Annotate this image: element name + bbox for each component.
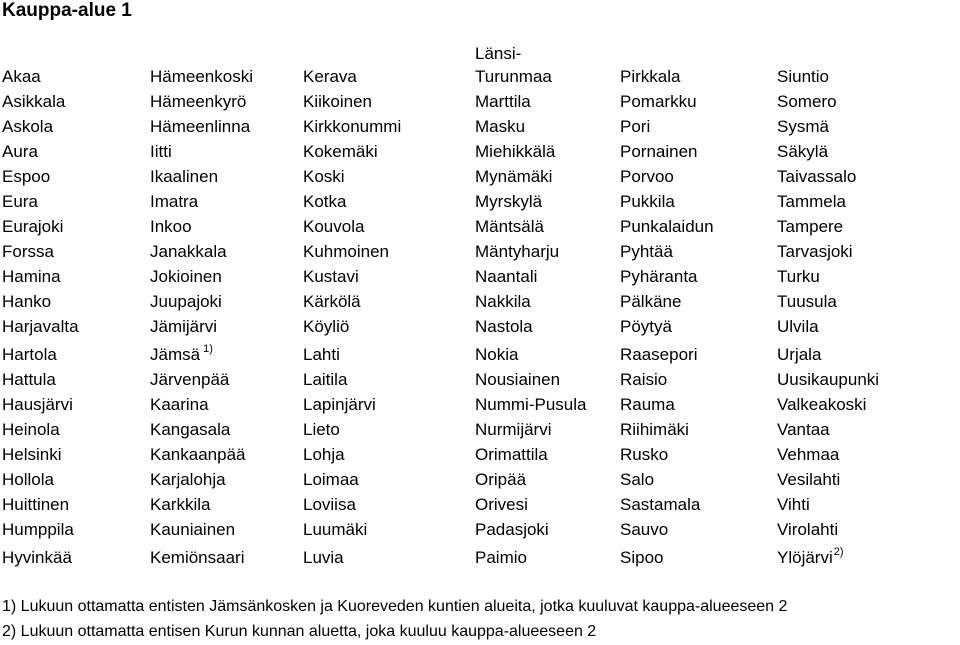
municipality-cell: [150, 167, 218, 187]
municipality-cell: [620, 445, 668, 465]
municipality-name: Jämijärvi: [150, 317, 218, 336]
municipality-cell: [2, 370, 56, 390]
municipality-cell: [777, 317, 819, 337]
municipality-name: Kouvola: [303, 217, 365, 236]
municipality-cell: [303, 370, 347, 390]
municipality-cell: [303, 317, 349, 337]
municipality-name: Pöytyä: [620, 317, 672, 336]
municipality-name: Masku: [475, 117, 526, 136]
municipality-cell: [777, 292, 837, 312]
municipality-cell: [2, 242, 54, 262]
municipality-name: Vesilahti: [777, 470, 841, 489]
municipality-cell: [150, 370, 229, 390]
municipality-name: Turku: [777, 267, 820, 286]
municipality-name: Tuusula: [777, 292, 837, 311]
municipality-name: Helsinki: [2, 445, 62, 464]
municipality-cell: [2, 217, 63, 237]
municipality-cell: [303, 470, 359, 490]
municipality-cell: [620, 395, 675, 415]
municipality-name: Naantali: [475, 267, 538, 286]
municipality-name: Ylöjärvi: [777, 548, 833, 567]
municipality-cell: [150, 520, 235, 540]
municipality-name: Oripää: [475, 470, 527, 489]
municipality-name: Karkkila: [150, 495, 211, 514]
municipality-name: Tarvasjoki: [777, 242, 853, 261]
municipality-cell: [150, 267, 222, 287]
municipality-cell: [303, 345, 340, 365]
municipality-name: Pukkila: [620, 192, 675, 211]
municipality-cell: [475, 217, 544, 237]
municipality-name: Mäntyharju: [475, 242, 560, 261]
municipality-cell: [2, 470, 54, 490]
municipality-cell: [150, 142, 172, 162]
municipality-cell: [475, 142, 555, 162]
municipality-name: Paimio: [475, 548, 527, 567]
municipality-cell: [303, 495, 356, 515]
municipality-name: Padasjoki: [475, 520, 549, 539]
municipality-name: Kangasala: [150, 420, 231, 439]
municipality-name: Jokioinen: [150, 267, 222, 286]
municipality-cell: [303, 142, 378, 162]
municipality-cell: [777, 548, 844, 570]
municipality-name: Eura: [2, 192, 38, 211]
municipality-cell: [303, 217, 364, 237]
municipality-cell: [475, 420, 552, 440]
municipality-cell: [150, 395, 209, 415]
municipality-name: Kiikoinen: [303, 92, 372, 111]
municipality-cell: [620, 548, 663, 568]
footnote-marker: 2): [833, 546, 844, 558]
municipality-cell: [620, 242, 673, 262]
municipality-cell: [303, 520, 367, 540]
municipality-name: Kemiönsaari: [150, 548, 245, 567]
municipality-cell: [620, 495, 700, 515]
municipality-cell: [150, 67, 253, 87]
municipality-cell: [150, 495, 210, 515]
municipality-name: Mäntsälä: [475, 217, 544, 236]
municipality-cell: [620, 117, 650, 137]
municipality-name: Lieto: [303, 420, 340, 439]
municipality-cell: [303, 445, 345, 465]
municipality-cell: [150, 92, 246, 112]
municipality-cell: [150, 292, 222, 312]
municipality-name: Akaa: [2, 67, 41, 86]
municipality-cell: [2, 92, 65, 112]
municipality-name: Asikkala: [2, 92, 66, 111]
municipality-cell: [777, 520, 838, 540]
municipality-name: Kerava: [303, 67, 357, 86]
municipality-cell: [777, 242, 853, 262]
municipality-cell: [303, 92, 372, 112]
municipality-name: Hattula: [2, 370, 56, 389]
municipality-name: Askola: [2, 117, 54, 136]
municipality-cell: [2, 292, 51, 312]
municipality-name: Espoo: [2, 167, 51, 186]
municipality-cell: [777, 395, 866, 415]
municipality-name: Siuntio: [777, 67, 829, 86]
municipality-name: Rauma: [620, 395, 675, 414]
municipality-name: Kokemäki: [303, 142, 378, 161]
municipality-cell: [2, 548, 72, 568]
municipality-name: Tammela: [777, 192, 846, 211]
municipality-cell: [777, 267, 820, 287]
municipality-cell: [620, 192, 675, 212]
municipality-cell: [620, 317, 672, 337]
municipality-cell: [777, 217, 843, 237]
municipality-cell: [620, 267, 698, 287]
municipality-cell: [777, 370, 879, 390]
municipality-cell: [303, 167, 345, 187]
municipality-cell: [620, 217, 714, 237]
municipality-name: Kauniainen: [150, 520, 236, 539]
municipality-name: Juupajoki: [150, 292, 222, 311]
municipality-cell: [777, 345, 821, 365]
municipality-name: Kustavi: [303, 267, 359, 286]
municipality-name: Punkalaidun: [620, 217, 714, 236]
municipality-name: Loviisa: [303, 495, 356, 514]
municipality-cell: [303, 267, 359, 287]
page-title: Kauppa-alue 1: [2, 0, 132, 21]
municipality-cell: [475, 317, 533, 337]
municipality-name: Laitila: [303, 370, 348, 389]
municipality-name: Vihti: [777, 495, 810, 514]
municipality-name: Nurmijärvi: [475, 420, 552, 439]
municipality-name: Humppila: [2, 520, 74, 539]
municipality-cell: [303, 292, 361, 312]
municipality-name: Vantaa: [777, 420, 830, 439]
municipality-name: Hamina: [2, 267, 61, 286]
municipality-name: Kärkölä: [303, 292, 361, 311]
municipality-name: Imatra: [150, 192, 199, 211]
municipality-name: Forssa: [2, 242, 54, 261]
municipality-name: Tampere: [777, 217, 844, 236]
municipality-name: Nummi-Pusula: [475, 395, 587, 414]
municipality-cell: [620, 520, 668, 540]
municipality-name: Rusko: [620, 445, 669, 464]
municipality-name: Ulvila: [777, 317, 819, 336]
municipality-cell: [620, 142, 698, 162]
municipality-cell: [620, 370, 667, 390]
footnote-1: 1) Lukuun ottamatta entisten Jämsänkosken ja Kuoreveden kuntien alueita, jotka kuuluvat kauppa-alueeseen 2: [2, 598, 788, 615]
municipality-name: Somero: [777, 92, 837, 111]
municipality-name: Riihimäki: [620, 420, 689, 439]
municipality-name: Huittinen: [2, 495, 70, 514]
municipality-name: Myrskylä: [475, 192, 543, 211]
municipality-cell: [475, 345, 518, 365]
municipality-name: Loimaa: [303, 470, 359, 489]
municipality-name: Hausjärvi: [2, 395, 73, 414]
municipality-name: Kuhmoinen: [303, 242, 390, 261]
municipality-cell: [777, 67, 829, 87]
municipality-cell: [777, 92, 837, 112]
municipality-name: Eurajoki: [2, 217, 64, 236]
municipality-cell: [303, 395, 376, 415]
municipality-name: Lapinjärvi: [303, 395, 376, 414]
municipality-cell: [475, 167, 552, 187]
municipality-name: Miehikkälä: [475, 142, 556, 161]
municipality-name: Kankaanpää: [150, 445, 246, 464]
municipality-cell: [150, 470, 226, 490]
municipality-cell: [777, 445, 839, 465]
municipality-cell: [620, 420, 689, 440]
municipality-name: Aura: [2, 142, 38, 161]
municipality-name: Ikaalinen: [150, 167, 219, 186]
municipality-name: Lahti: [303, 345, 340, 364]
municipality-cell: [2, 167, 50, 187]
municipality-cell: [777, 167, 856, 187]
municipality-cell: [620, 470, 654, 490]
municipality-cell: [2, 420, 60, 440]
municipality-name-line1: Länsi-: [475, 44, 522, 63]
municipality-cell: [2, 267, 61, 287]
municipality-cell: [150, 345, 213, 367]
municipality-cell: [303, 117, 401, 137]
municipality-name: Inkoo: [150, 217, 192, 236]
municipality-name: Urjala: [777, 345, 822, 364]
municipality-name: Pori: [620, 117, 651, 136]
municipality-cell: [475, 370, 560, 390]
municipality-name: Vehmaa: [777, 445, 840, 464]
municipality-name: Köyliö: [303, 317, 350, 336]
municipality-name: Valkeakoski: [777, 395, 867, 414]
municipality-name: Nokia: [475, 345, 519, 364]
municipality-name: Hartola: [2, 345, 57, 364]
municipality-name: Nakkila: [475, 292, 531, 311]
municipality-name: Raisio: [620, 370, 668, 389]
municipality-name: Iitti: [150, 142, 172, 161]
municipality-cell: [150, 317, 217, 337]
municipality-cell: [475, 395, 586, 415]
municipality-cell: [303, 420, 340, 440]
footnote-2: 2) Lukuun ottamatta entisen Kurun kunnan aluetta, joka kuuluu kauppa-alueeseen 2: [2, 623, 597, 640]
municipality-name: Pomarkku: [620, 92, 697, 111]
municipality-name: Koski: [303, 167, 345, 186]
municipality-name: Hanko: [2, 292, 52, 311]
municipality-cell: [777, 420, 830, 440]
municipality-cell: [777, 192, 846, 212]
municipality-cell: [2, 117, 53, 137]
municipality-cell: [2, 67, 41, 87]
municipality-cell: [620, 92, 697, 112]
municipality-name: Kotka: [303, 192, 347, 211]
municipality-name: Luvia: [303, 548, 344, 567]
municipality-name: Sipoo: [620, 548, 664, 567]
municipality-cell: [475, 92, 531, 112]
municipality-name: Orimattila: [475, 445, 548, 464]
municipality-name: Uusikaupunki: [777, 370, 880, 389]
municipality-cell: [777, 470, 840, 490]
municipality-name: Porvoo: [620, 167, 674, 186]
municipality-name: Pirkkala: [620, 67, 681, 86]
municipality-cell: [475, 445, 548, 465]
municipality-cell: [150, 445, 245, 465]
municipality-name: Järvenpää: [150, 370, 230, 389]
municipality-cell: [777, 495, 810, 515]
municipality-name: Heinola: [2, 420, 60, 439]
municipality-cell: [303, 548, 344, 568]
municipality-name: Nousiainen: [475, 370, 561, 389]
municipality-cell: [475, 548, 527, 568]
municipality-cell: [777, 142, 828, 162]
municipality-cell: [303, 242, 389, 262]
municipality-cell: [475, 495, 528, 515]
municipality-cell: [2, 345, 57, 365]
municipality-name: Janakkala: [150, 242, 227, 261]
municipality-name: Orivesi: [475, 495, 528, 514]
municipality-cell: [2, 192, 38, 212]
municipality-name-line2: Turunmaa: [475, 67, 552, 86]
municipality-name: Kirkkonummi: [303, 117, 402, 136]
municipality-name: Harjavalta: [2, 317, 79, 336]
municipality-name: Virolahti: [777, 520, 839, 539]
municipality-cell: [475, 44, 552, 87]
municipality-name: Hämeenlinna: [150, 117, 251, 136]
municipality-cell: [150, 192, 198, 212]
municipality-name: Sauvo: [620, 520, 669, 539]
municipality-cell: [303, 192, 346, 212]
municipality-name: Pyhäranta: [620, 267, 698, 286]
municipality-name: Pornainen: [620, 142, 698, 161]
municipality-cell: [150, 242, 227, 262]
municipality-name: Pälkäne: [620, 292, 682, 311]
municipality-name: Sysmä: [777, 117, 829, 136]
municipality-name: Hollola: [2, 470, 54, 489]
municipality-name: Luumäki: [303, 520, 368, 539]
municipality-cell: [2, 395, 73, 415]
municipality-cell: [150, 420, 230, 440]
municipality-cell: [620, 67, 680, 87]
municipality-cell: [777, 117, 829, 137]
footnote-marker: 1): [203, 343, 213, 355]
municipality-name: Sastamala: [620, 495, 701, 514]
municipality-cell: [620, 167, 674, 187]
municipality-name: Hämeenkoski: [150, 67, 253, 86]
municipality-cell: [150, 548, 245, 568]
municipality-cell: [475, 267, 537, 287]
municipality-name: Mynämäki: [475, 167, 553, 186]
municipality-name: Hyvinkää: [2, 548, 72, 567]
municipality-name: Pyhtää: [620, 242, 673, 261]
municipality-cell: [475, 242, 559, 262]
municipality-name: Taivassalo: [777, 167, 857, 186]
municipality-cell: [2, 317, 79, 337]
municipality-cell: [2, 445, 62, 465]
municipality-cell: [475, 520, 549, 540]
municipality-cell: [475, 470, 526, 490]
municipality-cell: [620, 345, 698, 365]
municipality-cell: [2, 520, 74, 540]
municipality-cell: [2, 495, 69, 515]
municipality-name: Hämeenkyrö: [150, 92, 247, 111]
municipality-cell: [2, 142, 38, 162]
municipality-cell: [150, 117, 250, 137]
municipality-name: Raasepori: [620, 345, 698, 364]
municipality-name: Marttila: [475, 92, 531, 111]
municipality-cell: [150, 217, 192, 237]
municipality-name: Säkylä: [777, 142, 829, 161]
municipality-cell: [475, 192, 542, 212]
municipality-name: Lohja: [303, 445, 345, 464]
municipality-cell: [475, 117, 525, 137]
municipality-name: Nastola: [475, 317, 533, 336]
municipality-name: Jämsä: [150, 345, 201, 364]
municipality-cell: [620, 292, 681, 312]
municipality-name: Salo: [620, 470, 655, 489]
municipality-name: Karjalohja: [150, 470, 226, 489]
municipality-cell: [475, 292, 531, 312]
municipality-name: Kaarina: [150, 395, 209, 414]
municipality-cell: [303, 67, 357, 87]
